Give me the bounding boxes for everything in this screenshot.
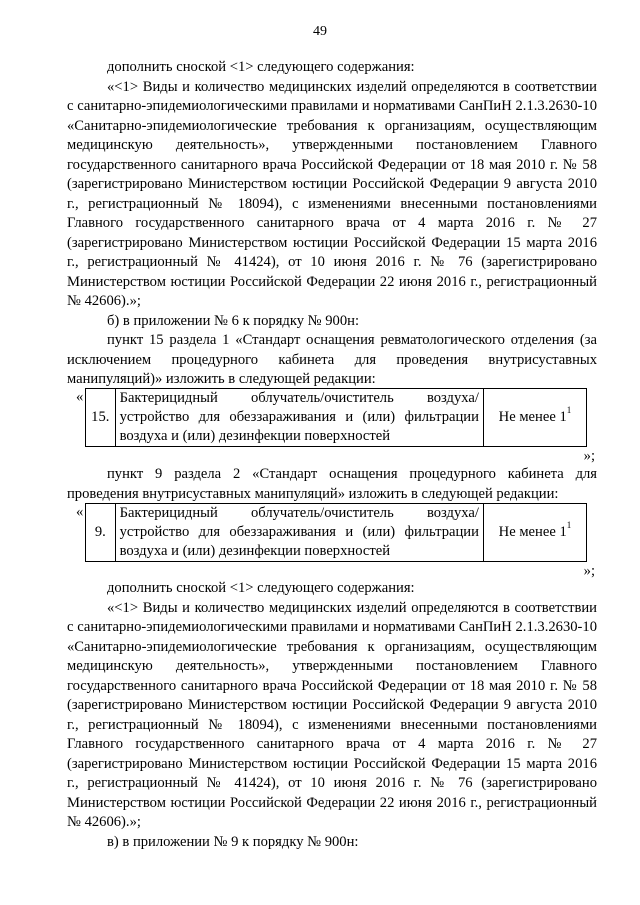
paragraph-annex-6: б) в приложении № 6 к порядку № 900н:: [107, 312, 360, 329]
quantity-text: Не менее 1: [498, 524, 567, 540]
paragraph-annex-9: в) в приложении № 9 к порядку № 900н:: [107, 833, 359, 850]
paragraph-add-footnote: дополнить сноской <1> следующего содержания:: [107, 59, 415, 75]
equipment-table-9: [67, 503, 597, 581]
footnote-text: «<1> Виды и количество медицинских изделий определяются в соответствии с санитарно-эпидемиологическими правилами и нормативами СанПиН 2.1.3.2630-10 «Санитарно-эпидемиологические требования к организациям, осуществляющим медицинскую деятельность», утвержденными постановлением Главного государственного санитарного врача Российской Федерации от 18 мая 2010 г. № 58 (зарегистрировано Министерством юстиции Российской Федерации 9 августа 2010 г., регистрационный № 18094), с изменениями внесенными постановлениями Главного государственного санитарного врача от 4 марта 2016 г. № 27 (зарегистрировано Министерством юстиции Российской Федерации 15 марта 2016 г., регистрационный № 41424), от 10 июня 2016 г. № 76 (зарегистрировано Министерством юстиции Российской Федерации 22 июня 2016 г., регистрационный № 42606).»;: [67, 599, 597, 830]
table-row: [86, 504, 587, 562]
item-quantity: [483, 504, 586, 562]
quote-open: «: [76, 389, 84, 405]
quote-close: »;: [583, 448, 595, 464]
quote-open: «: [76, 504, 84, 520]
equipment-table-15: [67, 388, 597, 466]
paragraph-item-15: пункт 15 раздела 1 «Стандарт оснащения ревматологического отделения (за исключением процедурного кабинета для проведения внутрисуставных манипуляций)» изложить в следующей редакции:: [67, 332, 597, 387]
lower-text-block: [67, 579, 597, 852]
footnote-ref: 1: [566, 520, 572, 531]
table-grid: [85, 503, 587, 562]
footnote-text: «<1> Виды и количество медицинских изделий определяются в соответствии с санитарно-эпидемиологическими правилами и нормативами СанПиН 2.1.3.2630-10 «Санитарно-эпидемиологические требования к организациям, осуществляющим медицинскую деятельность», утвержденными постановлением Главного государственного санитарного врача Российской Федерации от 18 мая 2010 г. № 58 (зарегистрировано Министерством юстиции Российской Федерации 9 августа 2010 г., регистрационный № 18094), с изменениями внесенными постановлениями Главного государственного санитарного врача от 4 марта 2016 г. № 27 (зарегистрировано Министерством юстиции Российской Федерации 15 марта 2016 г., регистрационный № 41424), от 10 июня 2016 г. № 76 (зарегистрировано Министерством юстиции Российской Федерации 22 июня 2016 г., регистрационный № 42606).»;: [67, 78, 597, 309]
item-number: 15.: [86, 389, 116, 447]
footnote-ref: 1: [566, 405, 572, 416]
quote-close: »;: [583, 563, 595, 579]
item-quantity: [483, 389, 586, 447]
item-number: 9.: [86, 504, 116, 562]
table-row: [86, 389, 587, 447]
table-grid: [85, 388, 587, 447]
item-description: Бактерицидный облучатель/очиститель воздуха/устройство для обеззараживания и (или) фильтрации воздуха и (или) дезинфекции поверхностей: [115, 504, 483, 562]
paragraph-item-9: пункт 9 раздела 2 «Стандарт оснащения процедурного кабинета для проведения внутрисуставных манипуляций» изложить в следующей редакции:: [67, 466, 597, 502]
upper-text-block: [67, 58, 597, 390]
paragraph-add-footnote: дополнить сноской <1> следующего содержания:: [107, 580, 415, 596]
quantity-text: Не менее 1: [498, 409, 567, 425]
item-description: Бактерицидный облучатель/очиститель воздуха/устройство для обеззараживания и (или) фильтрации воздуха и (или) дезинфекции поверхностей: [115, 389, 483, 447]
page-number: 49: [313, 24, 327, 39]
middle-text-block: [67, 465, 597, 504]
